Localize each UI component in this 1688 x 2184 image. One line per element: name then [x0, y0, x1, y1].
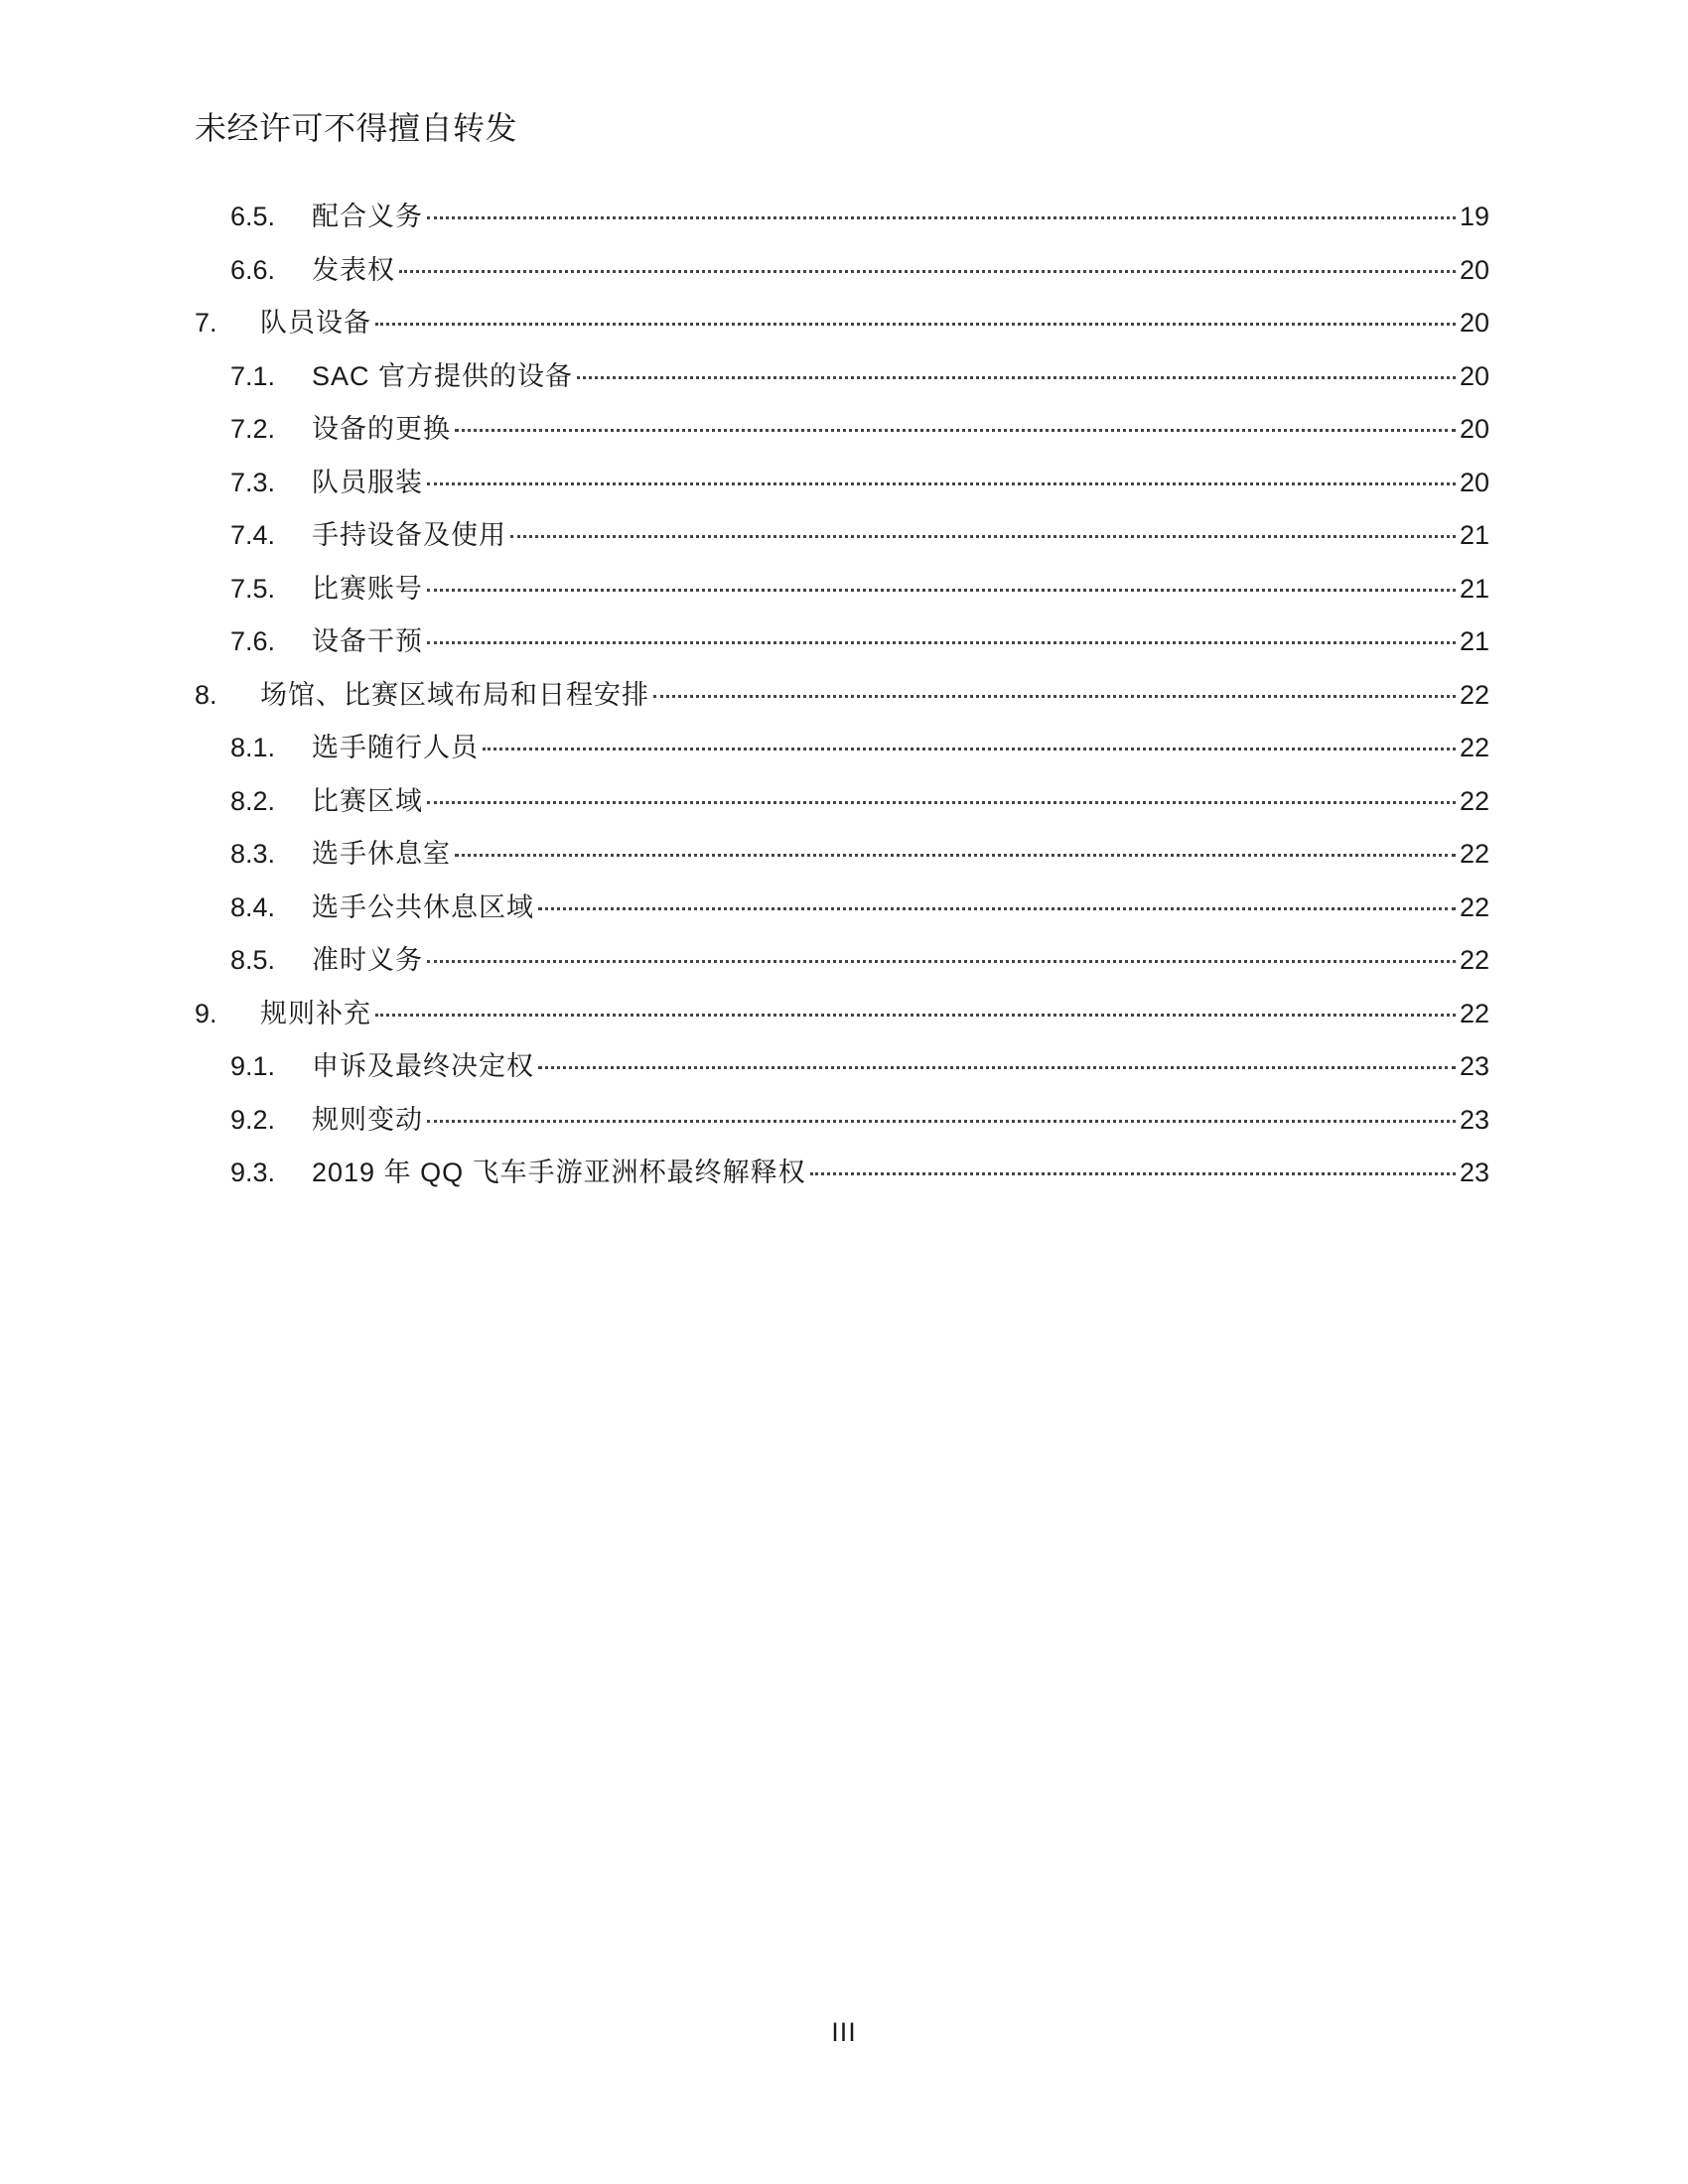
toc-entry[interactable] [195, 832, 1489, 886]
toc-entry[interactable] [195, 779, 1489, 833]
toc-entry-page: 20 [1459, 360, 1489, 391]
toc-entry-number: 6.5. [230, 202, 276, 231]
toc-entry-page: 22 [1459, 733, 1489, 762]
toc-entry-number: 8.5. [230, 945, 276, 975]
toc-entry-page: 22 [1459, 945, 1489, 975]
toc-entry-number: 7.5. [230, 573, 276, 604]
toc-entry-title: 选手公共休息区域 [312, 891, 534, 922]
toc-entry-title: 配合义务 [312, 202, 423, 231]
toc-entry-title: 场馆、比赛区域布局和日程安排 [260, 679, 649, 710]
toc-entry-number: 7.1. [230, 360, 276, 391]
toc-entry-title: 2019 年 QQ 飞车手游亚洲杯最终解释权 [312, 1158, 806, 1187]
toc-entry[interactable] [195, 726, 1489, 779]
toc-entry[interactable] [195, 1098, 1489, 1152]
toc-entry-number: 7.2. [230, 414, 276, 444]
toc-entry-title: 发表权 [312, 254, 395, 285]
toc-entry[interactable] [195, 407, 1489, 461]
toc-entry-page: 22 [1459, 679, 1489, 710]
toc-entry-number: 7.3. [230, 467, 276, 497]
toc-dot-leader [455, 429, 1456, 432]
toc-entry-title: 队员服装 [312, 467, 423, 497]
toc-entry-number: 9. [195, 998, 217, 1028]
toc-entry[interactable] [195, 619, 1489, 673]
toc-dot-leader [427, 216, 1456, 219]
document-header: 未经许可不得擅自转发 [195, 110, 518, 146]
toc-entry-number: 7. [195, 308, 217, 338]
toc-entry-title: 规则补充 [260, 998, 371, 1028]
toc-entry-number: 9.2. [230, 1104, 276, 1135]
toc-dot-leader [577, 376, 1456, 379]
toc-entry-page: 23 [1459, 1104, 1489, 1135]
toc-entry-page: 21 [1459, 626, 1489, 656]
toc-entry[interactable] [195, 513, 1489, 567]
toc-entry[interactable] [195, 301, 1489, 354]
toc-entry[interactable] [195, 992, 1489, 1045]
toc-entry-number: 8.3. [230, 839, 276, 869]
toc-entry[interactable] [195, 673, 1489, 727]
toc-entry-title: SAC 官方提供的设备 [312, 360, 574, 391]
toc-dot-leader [427, 482, 1456, 485]
toc-entry-page: 22 [1459, 891, 1489, 922]
toc-entry-page: 20 [1459, 308, 1489, 338]
toc-entry-number: 9.3. [230, 1158, 276, 1187]
toc-entry-title: 队员设备 [260, 308, 371, 338]
page-number: III [831, 2017, 857, 2047]
toc-entry-title: 比赛区域 [312, 785, 423, 816]
toc-dot-leader [810, 1172, 1456, 1175]
toc-entry-title: 设备的更换 [312, 414, 451, 444]
toc-dot-leader [455, 854, 1456, 857]
toc-dot-leader [427, 641, 1456, 644]
toc-dot-leader [375, 1014, 1456, 1017]
toc-dot-leader [427, 1120, 1456, 1123]
toc-entry[interactable] [195, 938, 1489, 992]
toc-entry-page: 21 [1459, 573, 1489, 604]
toc-entry-number: 8. [195, 679, 217, 710]
toc-entry-title: 准时义务 [312, 945, 423, 975]
toc-dot-leader [427, 960, 1456, 963]
toc-entry-page: 23 [1459, 1158, 1489, 1187]
toc-entry-page: 20 [1459, 467, 1489, 497]
toc-entry-page: 19 [1459, 202, 1489, 231]
toc-entry-page: 20 [1459, 254, 1489, 285]
toc-dot-leader [538, 1066, 1456, 1069]
toc-entry-page: 22 [1459, 785, 1489, 816]
toc-dot-leader [483, 748, 1456, 751]
toc-dot-leader [653, 695, 1456, 698]
toc-entry-number: 7.6. [230, 626, 276, 656]
toc-entry-page: 21 [1459, 520, 1489, 550]
toc-entry-title: 规则变动 [312, 1104, 423, 1135]
toc-entry[interactable] [195, 1044, 1489, 1098]
toc-entry[interactable] [195, 354, 1489, 408]
toc-dot-leader [427, 589, 1456, 592]
toc-entry-number: 8.1. [230, 733, 276, 762]
toc-entry-title: 设备干预 [312, 626, 423, 656]
toc-entry-title: 比赛账号 [312, 573, 423, 604]
toc-entry-title: 选手随行人员 [312, 733, 479, 762]
toc-dot-leader [427, 801, 1456, 804]
toc-entry[interactable] [195, 886, 1489, 939]
toc-entry[interactable] [195, 1151, 1489, 1204]
toc-entry-page: 23 [1459, 1051, 1489, 1081]
toc-entry-page: 20 [1459, 414, 1489, 444]
toc-entry-number: 7.4. [230, 520, 276, 550]
table-of-contents [195, 195, 1489, 1204]
toc-entry[interactable] [195, 248, 1489, 302]
toc-entry-title: 选手休息室 [312, 839, 451, 869]
toc-dot-leader [510, 535, 1456, 538]
toc-entry[interactable] [195, 461, 1489, 514]
toc-entry-number: 6.6. [230, 254, 276, 285]
toc-entry-title: 手持设备及使用 [312, 520, 506, 550]
toc-dot-leader [399, 270, 1456, 273]
toc-entry-number: 8.4. [230, 891, 276, 922]
toc-entry-title: 申诉及最终决定权 [312, 1051, 534, 1081]
toc-dot-leader [538, 907, 1456, 910]
toc-entry-number: 9.1. [230, 1051, 276, 1081]
toc-entry[interactable] [195, 195, 1489, 248]
toc-entry-page: 22 [1459, 839, 1489, 869]
toc-entry-page: 22 [1459, 998, 1489, 1028]
toc-entry-number: 8.2. [230, 785, 276, 816]
toc-dot-leader [375, 323, 1456, 326]
toc-entry[interactable] [195, 567, 1489, 620]
